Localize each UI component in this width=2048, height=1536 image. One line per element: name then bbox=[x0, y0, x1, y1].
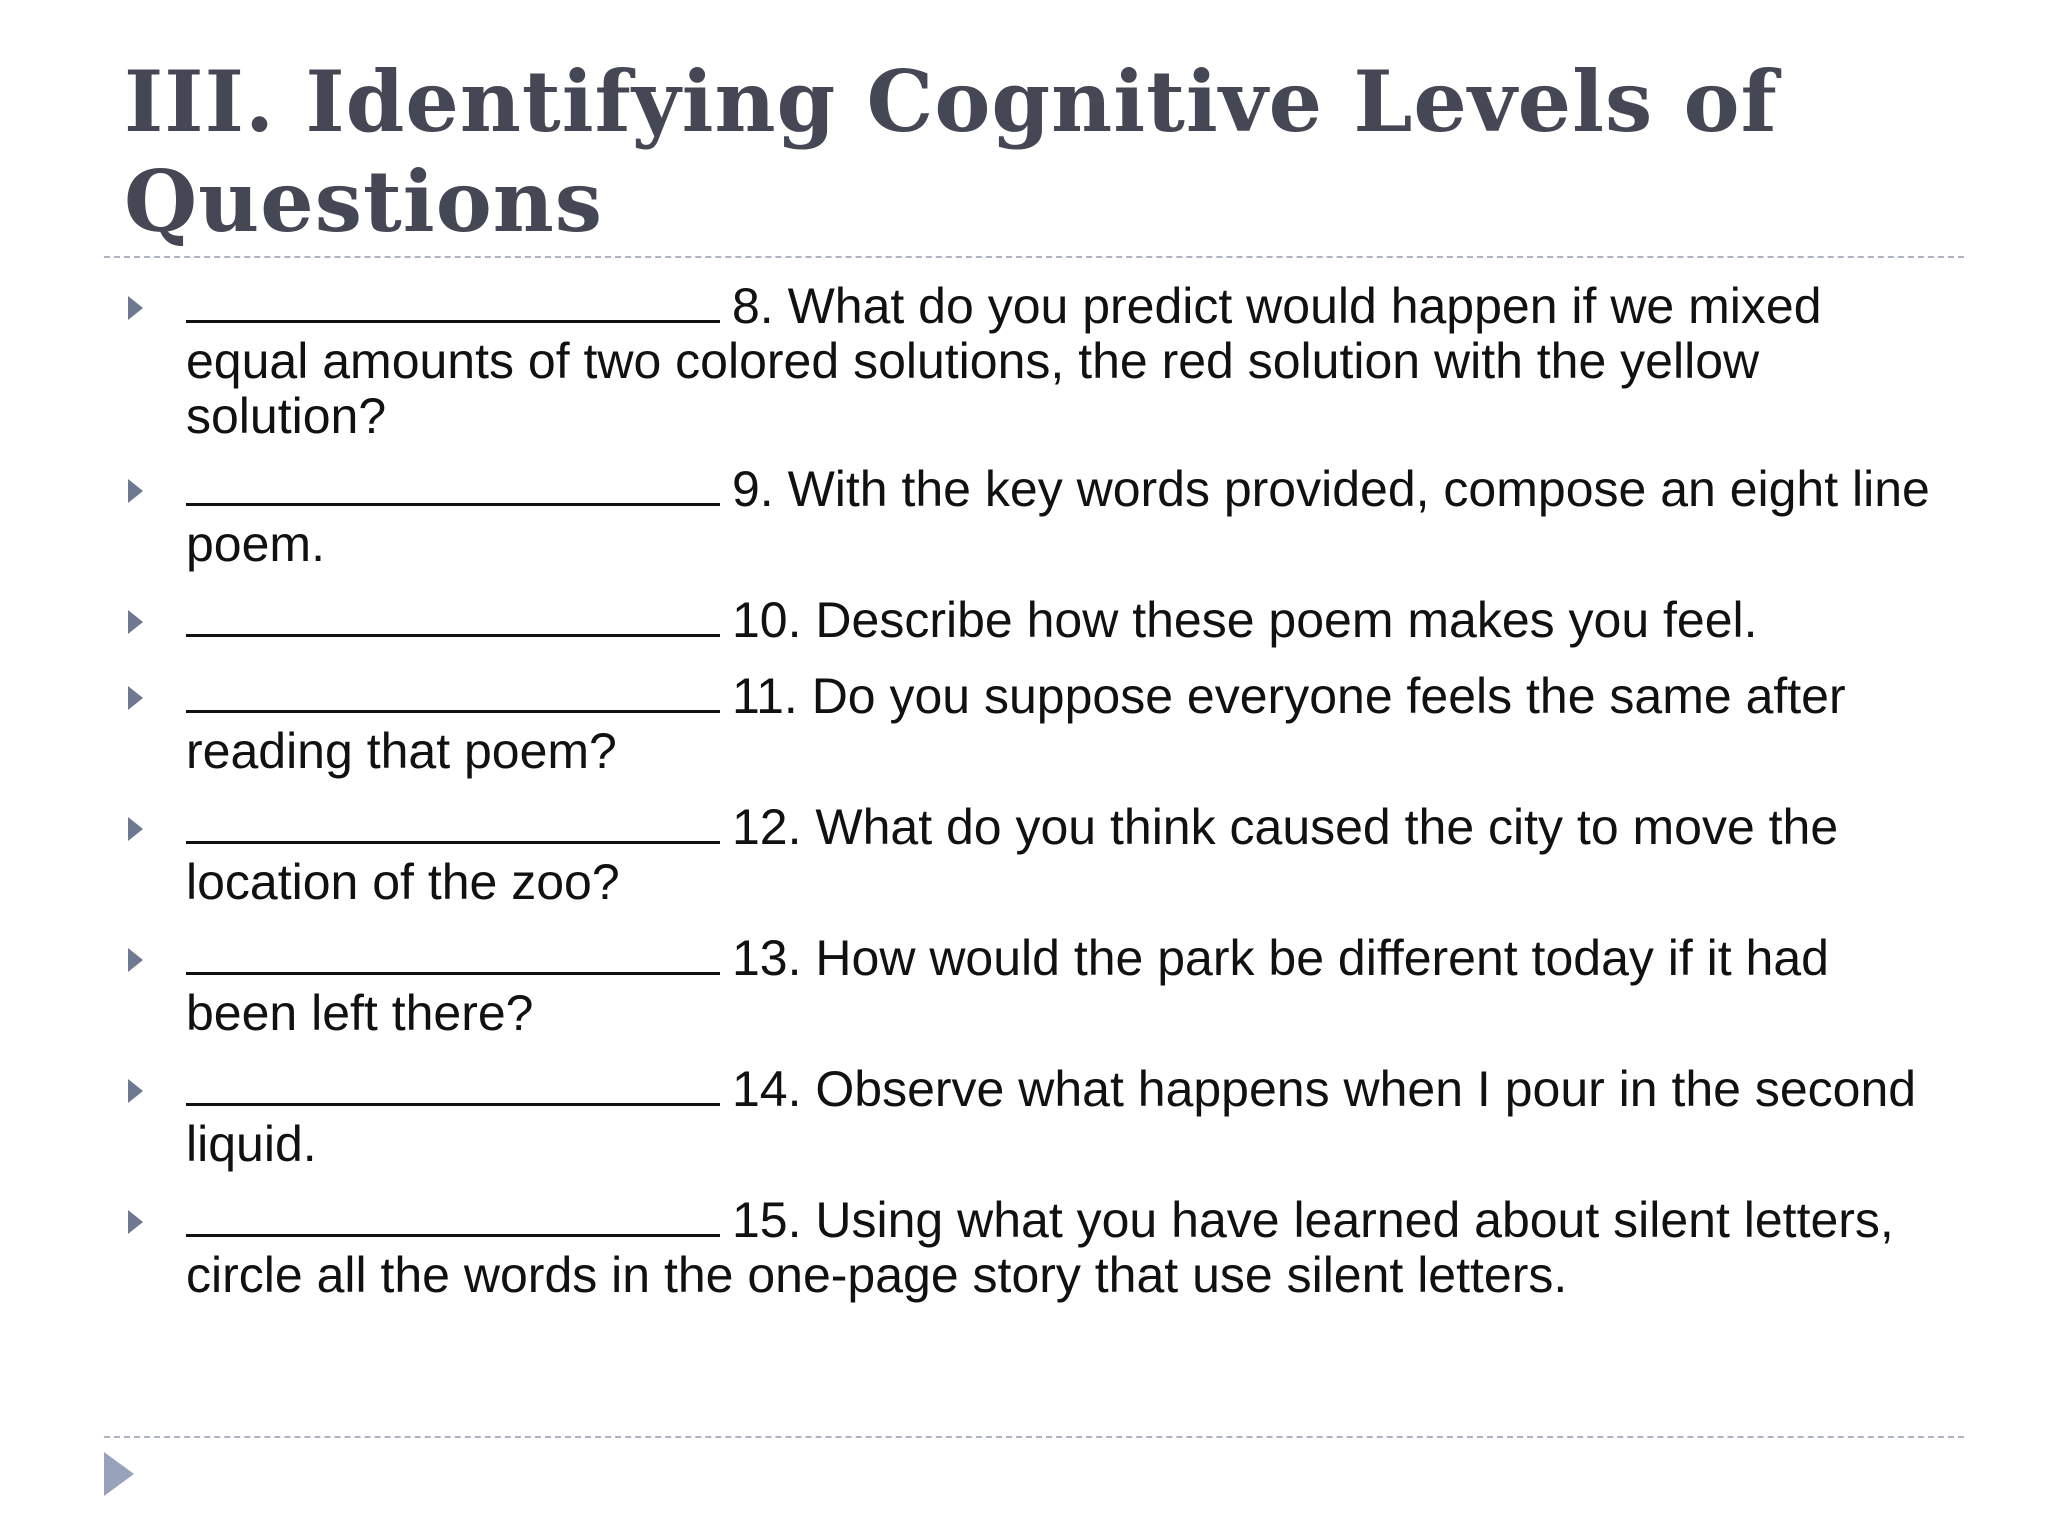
triangle-bullet-icon bbox=[128, 296, 143, 320]
question-text: 15. Using what you have learned about silent letters, circle all the words in the one-page story that use silent letters. bbox=[186, 1192, 1894, 1303]
question-item-10 bbox=[124, 590, 1944, 648]
question-item-15 bbox=[124, 1190, 1944, 1303]
answer-blank[interactable] bbox=[186, 276, 720, 323]
question-item-12 bbox=[124, 797, 1944, 910]
question-item-14 bbox=[124, 1059, 1944, 1172]
slide-title: III. Identifying Cognitive Levels of Questions bbox=[124, 52, 1778, 251]
answer-blank[interactable] bbox=[186, 1190, 720, 1237]
triangle-bullet-icon bbox=[128, 479, 143, 503]
answer-blank[interactable] bbox=[186, 797, 720, 844]
top-divider bbox=[104, 256, 1964, 258]
triangle-bullet-icon bbox=[128, 610, 143, 634]
triangle-bullet-icon bbox=[128, 817, 143, 841]
bottom-divider bbox=[104, 1436, 1964, 1438]
triangle-bullet-icon bbox=[128, 686, 143, 710]
question-item-8 bbox=[124, 276, 1944, 444]
question-text: 11. Do you suppose everyone feels the same after reading that poem? bbox=[186, 668, 1846, 779]
question-text: 8. What do you predict would happen if we mixed equal amounts of two colored solutions, the red solution with the yellow solution? bbox=[186, 278, 1822, 444]
question-text: 10. Describe how these poem makes you feel. bbox=[732, 592, 1758, 648]
question-text: 12. What do you think caused the city to move the location of the zoo? bbox=[186, 799, 1839, 910]
question-text: 13. How would the park be different today if it had been left there? bbox=[186, 930, 1829, 1041]
triangle-bullet-icon bbox=[128, 1079, 143, 1103]
triangle-arrow-icon bbox=[104, 1452, 134, 1496]
answer-blank[interactable] bbox=[186, 666, 720, 713]
question-item-9 bbox=[124, 459, 1944, 572]
question-item-11 bbox=[124, 666, 1944, 779]
question-text: 9. With the key words provided, compose an eight line poem. bbox=[186, 461, 1930, 572]
triangle-bullet-icon bbox=[128, 1210, 143, 1234]
answer-blank[interactable] bbox=[186, 590, 720, 637]
answer-blank[interactable] bbox=[186, 928, 720, 975]
answer-blank[interactable] bbox=[186, 1059, 720, 1106]
question-item-13 bbox=[124, 928, 1944, 1041]
answer-blank[interactable] bbox=[186, 459, 720, 506]
question-text: 14. Observe what happens when I pour in the second liquid. bbox=[186, 1061, 1917, 1172]
question-list bbox=[124, 276, 1944, 1303]
triangle-bullet-icon bbox=[128, 948, 143, 972]
